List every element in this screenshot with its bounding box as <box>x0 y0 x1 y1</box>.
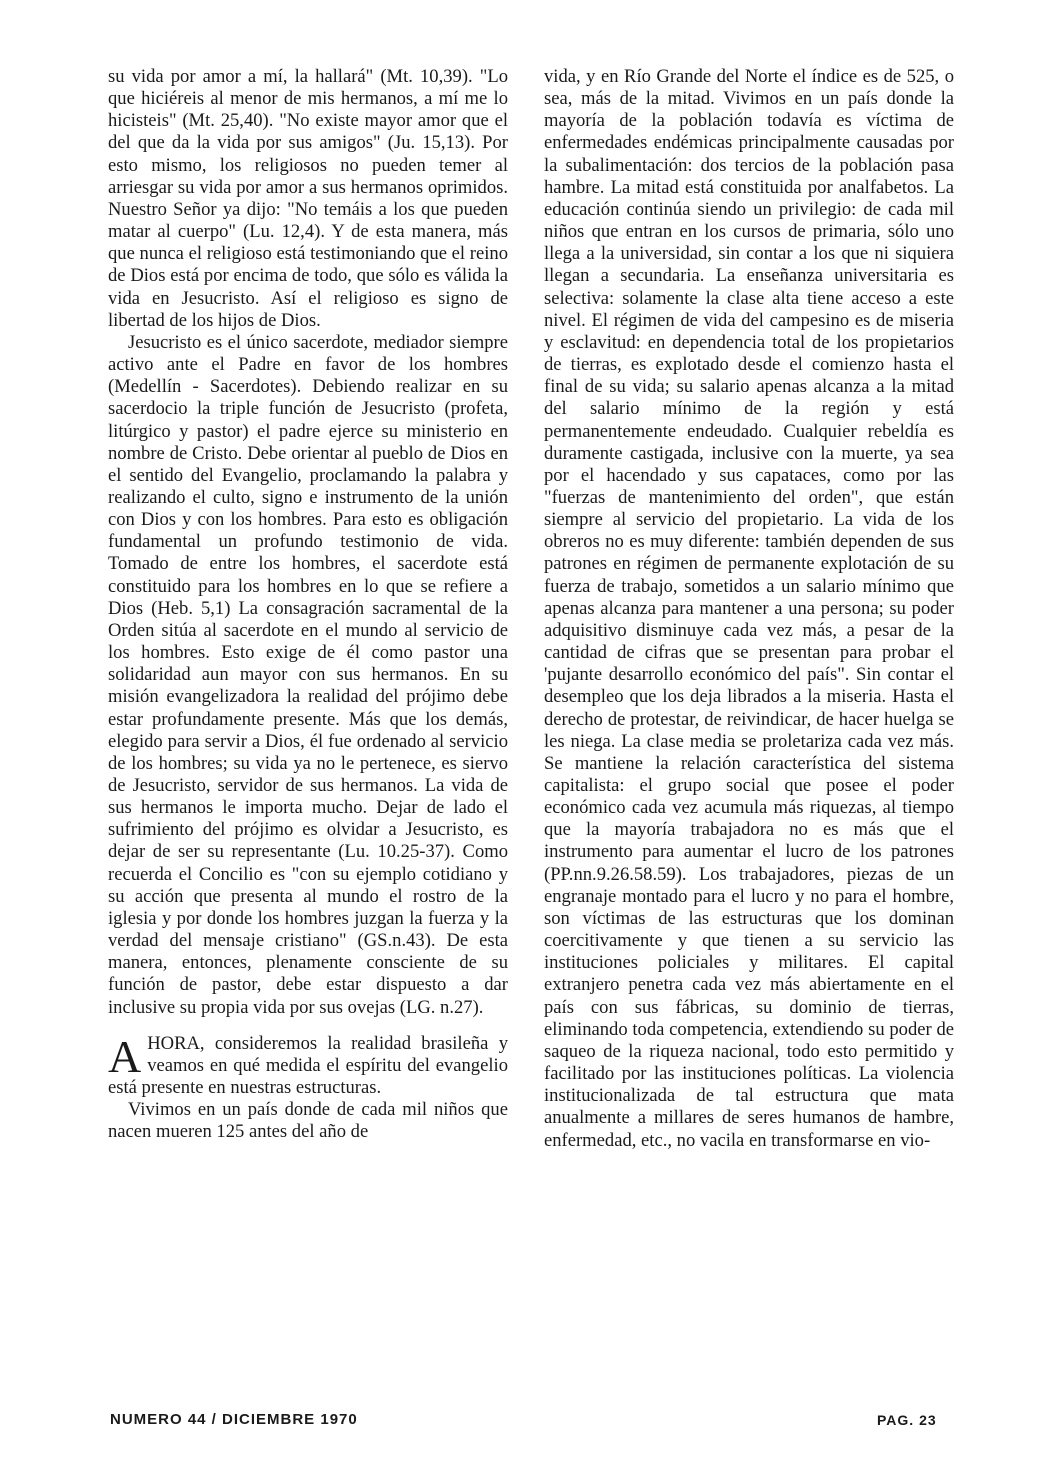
right-column <box>544 66 954 1152</box>
section-intro-paragraph <box>108 1030 508 1099</box>
right-paragraph-1: vida, y en Río Grande del Norte el índice es de 525, o sea, más de la mitad. Vivimos en un país donde la mayoría de la población todavía es víctima de enfermedades endémicas principalmente causadas por la subalimentación: dos tercios de la población pasa hambre. La mitad está constituida por analfabetos. La educación continúa siendo un privilegio: de cada mil niños que entran en los cursos de primaria, sólo uno llega a la universidad, sin contar a los que ni siquiera llegan a secundaria. La enseñanza universitaria es selectiva: solamente la clase alta tiene acceso a este nivel. El régimen de vida del campesino es de miseria y esclavitud: en dependencia total de los propietarios de tierras, es explotado desde el comienzo hasta el final de su vida; su salario apenas alcanza a la mitad del salario mínimo de la región y está permanentemente endeudado. Cualquier rebeldía es duramente castigada, inclusive con la muerte, ya sea por el hacendado y sus capataces, como por las "fuerzas de mantenimiento del orden", que están siempre al servicio del propietario. La vida de los obreros no es muy diferente: también dependen de sus patrones en régimen de permanente explotación de su fuerza de trabajo, sometidos a un salario mínimo que apenas alcanza para mantener a una persona; su poder adquisitivo disminuye cada vez más, a pesar de la cantidad de cifras que se presentan para probar el 'pujante desarrollo económico del país". Sin contar el desempleo que los deja librados a la miseria. Hasta el derecho de protestar, de reivindicar, de hacer huelga se les niega. La clase media se proletariza cada vez más. Se mantiene la relación característica del sistema capitalista: el grupo social que posee el poder económico cada vez acumula más riquezas, al tiempo que la mayoría trabajadora no es más que el instrumento para aumentar el lucro de los patrones (PP.nn.9.26.58.59). Los trabajadores, piezas de un engranaje montado para el lucro y no para el hombre, son víctimas de las estructuras que los dominan coercitivamente y que tienen a su servicio las instituciones policiales y militares. El capital extranjero penetra cada vez más abiertamente en el país con sus fábricas, su dominio de tierras, eliminando toda competencia, extendiendo su poder de saqueo de la riqueza nacional, todo esto permitido y facilitado por las instituciones políticas. La violencia institucionalizada de tal estructura que mata anualmente a millares de seres humanos de hambre, enfermedad, etc., no vacila en transformarse en vio- <box>544 66 954 1151</box>
issue-footer: NUMERO 44 / DICIEMBRE 1970 <box>110 1411 358 1428</box>
page-number: PAG. 23 <box>877 1412 937 1428</box>
left-paragraph-1: su vida por amor a mí, la hallará" (Mt. 10,39). "Lo que hiciéreis al menor de mis hermanos, a mí me lo hicisteis" (Mt. 25,40). "No existe mayor amor que el del que da la vida por sus amigos" (Ju. 15,13). Por esto mismo, los religiosos no pueden temer al arriesgar su vida por amor a sus hermanos oprimidos. Nuestro Señor ya dijo: "No temáis a los que pueden matar al cuerpo" (Lu. 12,4). Y de esta manera, más que nunca el religioso está testimoniando que el reino de Dios está por encima de todo, que sólo es válida la vida en Jesucristo. Así el religioso es signo de libertad de los hijos de Dios. <box>108 66 508 331</box>
left-column <box>108 66 508 1144</box>
drop-cap-letter: A <box>108 1030 142 1082</box>
section-intro-text: HORA, consideremos la realidad brasileña y veamos en qué medida el espíritu del evangelio está presente en nuestras estructuras. <box>108 1032 508 1099</box>
left-paragraph-2: Jesucristo es el único sacerdote, mediador siempre activo ante el Padre en favor de los hombres (Medellín - Sacerdotes). Debiendo realizar en su sacerdocio la triple función de Jesucristo (profeta, litúrgico y pastor) el padre ejerce su ministerio en nombre de Cristo. Debe orientar al pueblo de Dios en el sentido del Evangelio, proclamando la palabra y realizando el culto, signo e instrumento de la unión con Dios y con los hombres. Para esto es obligación fundamental un profundo testimonio de vida. Tomado de entre los hombres, el sacerdote está constituido para los hombres en lo que se refiere a Dios (Heb. 5,1) La consagración sacramental de la Orden sitúa al sacerdote en el mundo al servicio de los hombres. Esto exige de él como pastor una solidaridad aun mayor con sus hermanos. En su misión evangelizadora la realidad del prójimo debe estar profundamente presente. Más que los demás, elegido para servir a Dios, él fue ordenado al servicio de los hombres; su vida ya no le pertenece, es siervo de Jesucristo, servidor de sus hermanos. La vida de sus hermanos le importa mucho. Dejar de lado el sufrimiento del prójimo es olvidar a Jesucristo, es dejar de ser su representante (Lu. 10.25-37). Como recuerda el Concilio es "con su ejemplo cotidiano y su acción que presenta al mundo el rostro de la iglesia y por donde los hombres juzgan la fuerza y la verdad del mensaje cristiano" (GS.n.43). De esta manera, entonces, plenamente consciente de su función de pastor, debe estar dispuesto a dar inclusive su propia vida por sus ovejas (LG. n.27). <box>108 331 508 1018</box>
left-paragraph-4: Vivimos en un país donde de cada mil niños que nacen mueren 125 antes del año de <box>108 1099 508 1143</box>
